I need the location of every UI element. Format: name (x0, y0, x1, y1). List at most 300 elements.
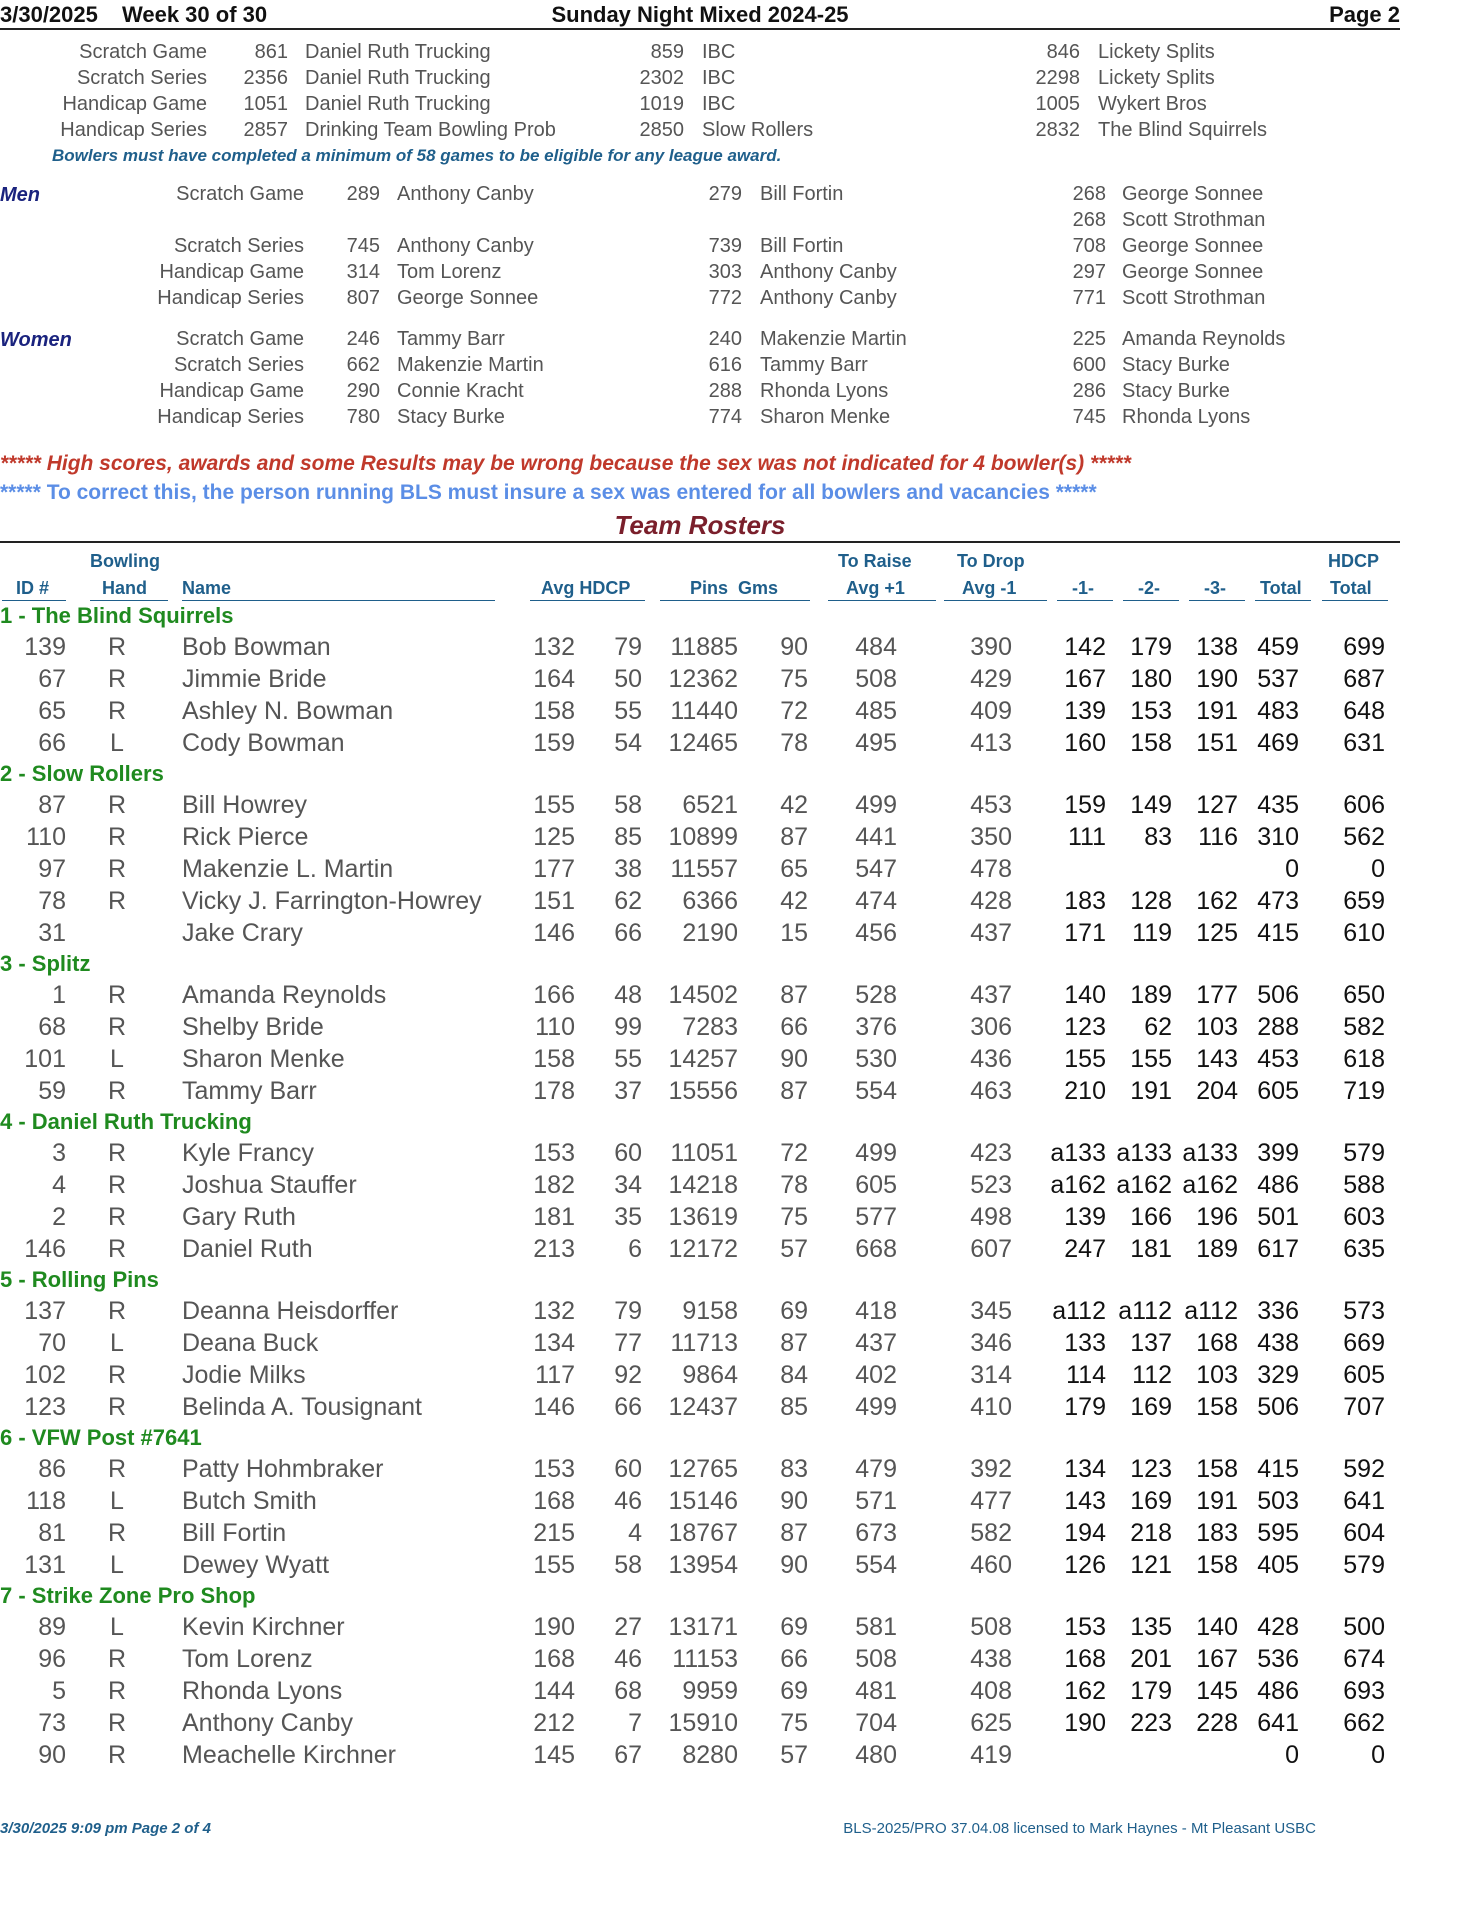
bowler-g2: 179 (1130, 1677, 1172, 1705)
bowler-pins: 12437 (668, 1393, 738, 1421)
record-name: Wykert Bros (1098, 93, 1207, 115)
bowler-pins: 11440 (670, 697, 738, 725)
col-game2: -2- (1138, 578, 1160, 598)
bowler-raise: 508 (855, 1645, 897, 1673)
bowler-raise: 484 (855, 633, 897, 661)
bowler-g1: 123 (1064, 1013, 1106, 1041)
bowler-pins: 6521 (682, 791, 738, 819)
bowler-g3: 151 (1196, 729, 1238, 757)
bowler-hand: R (107, 1455, 127, 1483)
bowler-g3: 189 (1196, 1235, 1238, 1263)
bowler-pins: 11713 (670, 1329, 738, 1357)
bowler-g3: a162 (1182, 1171, 1238, 1199)
bowler-hdcp: 60 (614, 1455, 642, 1483)
bowler-hdcp: 66 (614, 1393, 642, 1421)
bowler-total: 0 (1285, 1741, 1299, 1769)
bowler-drop: 346 (970, 1329, 1012, 1357)
bowler-id: 123 (24, 1393, 66, 1421)
bowler-hdcp: 92 (614, 1361, 642, 1389)
bowler-hdcp-total: 719 (1343, 1077, 1385, 1105)
record-name: Rhonda Lyons (1122, 406, 1251, 428)
bowler-hand: R (107, 1361, 127, 1389)
table-row (0, 1551, 1400, 1583)
bowler-avg: 159 (533, 729, 575, 757)
table-row (0, 887, 1400, 919)
record-name: George Sonnee (1122, 183, 1264, 205)
bowler-hand: R (107, 697, 127, 725)
bowler-raise: 571 (855, 1487, 897, 1515)
col-raise-underline (828, 600, 936, 601)
bowler-name: Jimmie Bride (182, 665, 327, 693)
bowler-gms: 90 (780, 1045, 808, 1073)
bowler-gms: 42 (780, 791, 808, 819)
col-bowling: Bowling (90, 551, 160, 571)
record-name: Bill Fortin (760, 235, 844, 257)
bowler-g3: 143 (1196, 1045, 1238, 1073)
bowler-id: 90 (38, 1741, 66, 1769)
bowler-g3: 228 (1196, 1709, 1238, 1737)
bowler-pins: 9959 (682, 1677, 738, 1705)
record-name: Daniel Ruth Trucking (305, 93, 491, 115)
team-title: 1 - The Blind Squirrels (0, 603, 234, 628)
bowler-id: 139 (24, 633, 66, 661)
record-name: Makenzie Martin (397, 354, 544, 376)
bowler-g2: 83 (1144, 823, 1172, 851)
bowler-hand: R (107, 1519, 127, 1547)
bowler-pins: 6366 (682, 887, 738, 915)
bowler-total: 641 (1257, 1709, 1299, 1737)
record-name: Anthony Canby (397, 235, 534, 257)
bowler-g2: 158 (1130, 729, 1172, 757)
bowler-g3: 168 (1196, 1329, 1238, 1357)
bowler-name: Kevin Kirchner (182, 1613, 345, 1641)
record-score: 2832 (1035, 119, 1080, 141)
bowler-total: 415 (1257, 1455, 1299, 1483)
bowler-gms: 72 (780, 1139, 808, 1167)
bowler-avg: 190 (533, 1613, 575, 1641)
bowler-raise: 673 (855, 1519, 897, 1547)
bowler-g3: 191 (1196, 697, 1238, 725)
bowler-hdcp: 60 (614, 1139, 642, 1167)
bowler-name: Belinda A. Tousignant (182, 1393, 423, 1421)
bowler-hdcp-total: 582 (1343, 1013, 1385, 1041)
bowler-gms: 90 (780, 1487, 808, 1515)
record-label: Scratch Series (173, 235, 304, 257)
rosters-divider (0, 541, 1400, 543)
bowler-drop: 463 (970, 1077, 1012, 1105)
bowler-raise: 508 (855, 665, 897, 693)
record-score: 240 (708, 328, 742, 350)
record-score: 1005 (1035, 93, 1080, 115)
bowler-drop: 438 (970, 1645, 1012, 1673)
bowler-hdcp: 67 (614, 1741, 642, 1769)
table-row (0, 855, 1400, 887)
bowler-pins: 11557 (670, 855, 738, 883)
bowler-total: 428 (1257, 1613, 1299, 1641)
bowler-g2: a162 (1116, 1171, 1172, 1199)
record-name: George Sonnee (1122, 261, 1264, 283)
bowler-hdcp-total: 610 (1343, 919, 1385, 947)
bowler-name: Anthony Canby (182, 1709, 353, 1737)
record-name: Tom Lorenz (397, 261, 502, 283)
bowler-hdcp: 4 (628, 1519, 642, 1547)
bowler-g2: 135 (1130, 1613, 1172, 1641)
bowler-gms: 78 (780, 729, 808, 757)
record-name: George Sonnee (1122, 235, 1264, 257)
col-to-drop: To Drop (957, 551, 1025, 571)
bowler-g2: 112 (1132, 1361, 1172, 1389)
bowler-g2: 155 (1130, 1045, 1172, 1073)
bowler-id: 70 (38, 1329, 66, 1357)
record-name: The Blind Squirrels (1098, 119, 1267, 141)
bowler-g1: 153 (1064, 1613, 1106, 1641)
bowler-g3: 204 (1196, 1077, 1238, 1105)
bowler-name: Butch Smith (182, 1487, 317, 1515)
bowler-drop: 478 (970, 855, 1012, 883)
record-label: Handicap Game (159, 261, 304, 283)
bowler-gms: 72 (780, 697, 808, 725)
bowler-g3: 145 (1196, 1677, 1238, 1705)
bowler-gms: 87 (780, 1519, 808, 1547)
bowler-drop: 413 (970, 729, 1012, 757)
bowler-g2: 62 (1144, 1013, 1172, 1041)
col-avg-plus: Avg +1 (846, 578, 905, 598)
col-game3: -3- (1204, 578, 1226, 598)
bowler-id: 68 (38, 1013, 66, 1041)
bowler-name: Bill Howrey (182, 791, 308, 819)
record-score: 2850 (639, 119, 684, 141)
bowler-hdcp: 6 (628, 1235, 642, 1263)
bowler-g1: 190 (1064, 1709, 1106, 1737)
bowler-pins: 10899 (668, 823, 738, 851)
table-row (0, 823, 1400, 855)
bowler-raise: 456 (855, 919, 897, 947)
bowler-avg: 177 (533, 855, 575, 883)
record-score: 771 (1072, 287, 1106, 309)
record-label: Handicap Series (157, 406, 304, 428)
bowler-g1: a133 (1050, 1139, 1106, 1167)
bowler-avg: 125 (533, 823, 575, 851)
bowler-raise: 528 (855, 981, 897, 1009)
table-row (0, 919, 1400, 951)
col-total: Total (1260, 578, 1302, 598)
table-row (0, 1741, 1400, 1773)
table-row (0, 1487, 1400, 1519)
bowler-name: Makenzie L. Martin (182, 855, 394, 883)
bowler-id: 131 (24, 1551, 66, 1579)
bowler-id: 97 (38, 855, 66, 883)
record-score: 290 (346, 380, 380, 402)
bowler-id: 2 (52, 1203, 66, 1231)
bowler-g1: 142 (1064, 633, 1106, 661)
bowler-hdcp-total: 605 (1343, 1361, 1385, 1389)
bowler-name: Bill Fortin (182, 1519, 287, 1547)
bowler-raise: 474 (855, 887, 897, 915)
bowler-avg: 117 (535, 1361, 575, 1389)
bowler-hdcp: 35 (614, 1203, 642, 1231)
bowler-g2: 166 (1130, 1203, 1172, 1231)
record-name: Daniel Ruth Trucking (305, 41, 491, 63)
bowler-pins: 12765 (668, 1455, 738, 1483)
bowler-gms: 87 (780, 823, 808, 851)
col-hand-underline (90, 600, 168, 601)
record-score: 297 (1072, 261, 1106, 283)
record-name: Stacy Burke (1122, 354, 1230, 376)
bowler-hdcp-total: 699 (1343, 633, 1385, 661)
bowler-hdcp: 99 (614, 1013, 642, 1041)
bowler-raise: 554 (855, 1077, 897, 1105)
bowler-g1: 143 (1064, 1487, 1106, 1515)
record-label: Handicap Series (60, 119, 207, 141)
bowler-avg: 134 (533, 1329, 575, 1357)
bowler-gms: 69 (780, 1297, 808, 1325)
bowler-avg: 153 (533, 1139, 575, 1167)
bowler-name: Amanda Reynolds (182, 981, 387, 1009)
bowler-hdcp: 54 (614, 729, 642, 757)
bowler-name: Shelby Bride (182, 1013, 324, 1041)
bowler-g3: 138 (1196, 633, 1238, 661)
bowler-hand: R (107, 633, 127, 661)
bowler-raise: 577 (855, 1203, 897, 1231)
bowler-hdcp-total: 588 (1343, 1171, 1385, 1199)
bowler-raise: 530 (855, 1045, 897, 1073)
table-row (0, 1361, 1400, 1393)
bowler-gms: 15 (780, 919, 808, 947)
bowler-drop: 523 (970, 1171, 1012, 1199)
bowler-g2: 123 (1130, 1455, 1172, 1483)
bowler-pins: 13619 (668, 1203, 738, 1231)
bowler-id: 4 (52, 1171, 66, 1199)
bowler-id: 89 (38, 1613, 66, 1641)
bowler-hdcp-total: 592 (1343, 1455, 1385, 1483)
bowler-hdcp-total: 641 (1343, 1487, 1385, 1515)
bowler-raise: 495 (855, 729, 897, 757)
col-hdcp-total: Total (1330, 578, 1372, 598)
bowler-hdcp: 77 (614, 1329, 642, 1357)
table-row (0, 1329, 1400, 1361)
league-name: Sunday Night Mixed 2024-25 (551, 2, 849, 27)
bowler-name: Jake Crary (182, 919, 303, 947)
record-score: 2298 (1035, 67, 1080, 89)
bowler-pins: 11885 (670, 633, 738, 661)
bowler-total: 459 (1257, 633, 1299, 661)
bowler-g3: 191 (1196, 1487, 1238, 1515)
bowler-name: Jodie Milks (182, 1361, 306, 1389)
bowler-hdcp: 46 (614, 1645, 642, 1673)
bowler-drop: 436 (970, 1045, 1012, 1073)
bowler-name: Ashley N. Bowman (182, 697, 394, 725)
bowler-hdcp-total: 579 (1343, 1139, 1385, 1167)
bowler-id: 3 (52, 1139, 66, 1167)
women-label: Women (0, 329, 72, 351)
bowler-g1: 140 (1064, 981, 1106, 1009)
bowler-total: 329 (1257, 1361, 1299, 1389)
table-row (0, 1139, 1400, 1171)
bowler-g1: 160 (1064, 729, 1106, 757)
bowler-hdcp-total: 603 (1343, 1203, 1385, 1231)
bowler-hdcp: 55 (614, 697, 642, 725)
record-score: 772 (708, 287, 742, 309)
record-name: Rhonda Lyons (760, 380, 889, 402)
bowler-pins: 9158 (682, 1297, 738, 1325)
bowler-raise: 499 (855, 1393, 897, 1421)
bowler-hand: L (110, 1613, 124, 1641)
bowler-g2: 180 (1130, 665, 1172, 693)
bowler-hdcp: 27 (614, 1613, 642, 1641)
record-name: Tammy Barr (760, 354, 868, 376)
record-name: Lickety Splits (1098, 41, 1215, 63)
bowler-pins: 18767 (668, 1519, 738, 1547)
bowler-raise: 499 (855, 1139, 897, 1167)
bowler-pins: 15146 (668, 1487, 738, 1515)
record-label: Scratch Game (176, 328, 304, 350)
bowler-hdcp: 50 (614, 665, 642, 693)
bowler-pins: 14502 (668, 981, 738, 1009)
record-name: Stacy Burke (1122, 380, 1230, 402)
bowler-g2: 119 (1132, 919, 1172, 947)
bowler-pins: 15556 (668, 1077, 738, 1105)
bowler-gms: 75 (780, 1709, 808, 1737)
bowler-g1: 139 (1064, 697, 1106, 725)
bowler-drop: 408 (970, 1677, 1012, 1705)
col-g3-underline (1189, 600, 1245, 601)
bowler-hdcp-total: 693 (1343, 1677, 1385, 1705)
bowler-id: 66 (38, 729, 66, 757)
bowler-g3: 125 (1196, 919, 1238, 947)
bowler-raise: 376 (855, 1013, 897, 1041)
bowler-total: 483 (1257, 697, 1299, 725)
bowler-hdcp-total: 648 (1343, 697, 1385, 725)
bowler-name: Tom Lorenz (182, 1645, 313, 1673)
bowler-avg: 132 (533, 633, 575, 661)
bowler-g2: 121 (1130, 1551, 1172, 1579)
bowler-avg: 178 (533, 1077, 575, 1105)
bowler-g3: 116 (1198, 823, 1238, 851)
record-score: 2356 (243, 67, 288, 89)
bowler-name: Kyle Francy (182, 1139, 314, 1167)
bowler-id: 101 (24, 1045, 66, 1073)
bowler-g3: a112 (1184, 1297, 1238, 1325)
bowler-pins: 12172 (668, 1235, 738, 1263)
team-title: 2 - Slow Rollers (0, 761, 164, 786)
bowler-hdcp-total: 573 (1343, 1297, 1385, 1325)
record-label: Scratch Game (176, 183, 304, 205)
bowler-g3: 103 (1196, 1361, 1238, 1389)
bowler-total: 453 (1257, 1045, 1299, 1073)
col-avg-underline (530, 600, 645, 601)
table-row (0, 1013, 1400, 1045)
table-row (0, 1709, 1400, 1741)
record-name: Stacy Burke (397, 406, 505, 428)
bowler-hand: R (107, 1741, 127, 1769)
bowler-name: Patty Hohmbraker (182, 1455, 384, 1483)
table-row (0, 1235, 1400, 1267)
bowler-g2: 169 (1130, 1487, 1172, 1515)
bowler-total: 399 (1257, 1139, 1299, 1167)
bowler-avg: 155 (533, 791, 575, 819)
bowler-hdcp: 79 (614, 633, 642, 661)
bowler-raise: 481 (855, 1677, 897, 1705)
bowler-gms: 78 (780, 1171, 808, 1199)
bowler-hand: R (107, 887, 127, 915)
bowler-hdcp-total: 635 (1343, 1235, 1385, 1263)
record-name: IBC (702, 67, 736, 89)
bowler-g1: 159 (1064, 791, 1106, 819)
bowler-hand: R (107, 1203, 127, 1231)
table-row (0, 633, 1400, 665)
bowler-g1: a162 (1050, 1171, 1106, 1199)
footer-license: BLS-2025/PRO 37.04.08 licensed to Mark Haynes - Mt Pleasant USBC (843, 1820, 1316, 1837)
record-score: 739 (708, 235, 742, 257)
record-label: Scratch Series (76, 67, 207, 89)
bowler-drop: 345 (970, 1297, 1012, 1325)
bowler-name: Vicky J. Farrington-Howrey (182, 887, 482, 915)
bowler-g3: 190 (1196, 665, 1238, 693)
bowler-raise: 418 (855, 1297, 897, 1325)
bowler-g1: 155 (1064, 1045, 1106, 1073)
bowler-hdcp-total: 0 (1371, 1741, 1385, 1769)
footer-timestamp: 3/30/2025 9:09 pm Page 2 of 4 (0, 1820, 211, 1837)
bowler-pins: 7283 (682, 1013, 738, 1041)
col-name-underline (182, 600, 495, 601)
bowler-avg: 146 (533, 1393, 575, 1421)
team-title: 3 - Splitz (0, 951, 91, 976)
bowler-total: 473 (1257, 887, 1299, 915)
bowler-g1: 133 (1064, 1329, 1106, 1357)
bowler-hdcp-total: 579 (1343, 1551, 1385, 1579)
bowler-avg: 213 (533, 1235, 575, 1263)
bowler-pins: 11051 (670, 1139, 738, 1167)
bowler-avg: 151 (533, 887, 575, 915)
col-game1: -1- (1072, 578, 1094, 598)
bowler-name: Gary Ruth (182, 1203, 296, 1231)
bowler-hdcp-total: 606 (1343, 791, 1385, 819)
bowler-hand: R (107, 1709, 127, 1737)
col-drop-underline (944, 600, 1047, 601)
bowler-g3: 103 (1196, 1013, 1238, 1041)
record-name: Amanda Reynolds (1122, 328, 1286, 350)
record-score: 861 (254, 41, 288, 63)
bowler-raise: 547 (855, 855, 897, 883)
table-row (0, 1613, 1400, 1645)
bowler-gms: 69 (780, 1677, 808, 1705)
bowler-g3: 158 (1196, 1551, 1238, 1579)
bowler-hdcp-total: 687 (1343, 665, 1385, 693)
record-label: Handicap Game (159, 380, 304, 402)
bowler-hand: R (107, 1393, 127, 1421)
bowler-raise: 704 (855, 1709, 897, 1737)
bowler-raise: 437 (855, 1329, 897, 1357)
bowler-gms: 87 (780, 1329, 808, 1357)
bowler-total: 438 (1257, 1329, 1299, 1357)
bowler-g2: 223 (1130, 1709, 1172, 1737)
bowler-g2: 137 (1130, 1329, 1172, 1357)
eligibility-note: Bowlers must have completed a minimum of 58 games to be eligible for any league award. (52, 146, 782, 165)
bowler-total: 595 (1257, 1519, 1299, 1547)
bowler-g1: 111 (1067, 823, 1106, 851)
week-label: Week 30 of 30 (122, 2, 268, 27)
bowler-hdcp: 62 (614, 887, 642, 915)
bowler-drop: 423 (970, 1139, 1012, 1167)
bowler-drop: 410 (970, 1393, 1012, 1421)
bowler-avg: 168 (533, 1487, 575, 1515)
bowler-avg: 132 (533, 1297, 575, 1325)
bowler-avg: 168 (533, 1645, 575, 1673)
bowler-hand: R (107, 1645, 127, 1673)
bowler-drop: 437 (970, 919, 1012, 947)
bowler-g2: a112 (1118, 1297, 1172, 1325)
table-row (0, 981, 1400, 1013)
